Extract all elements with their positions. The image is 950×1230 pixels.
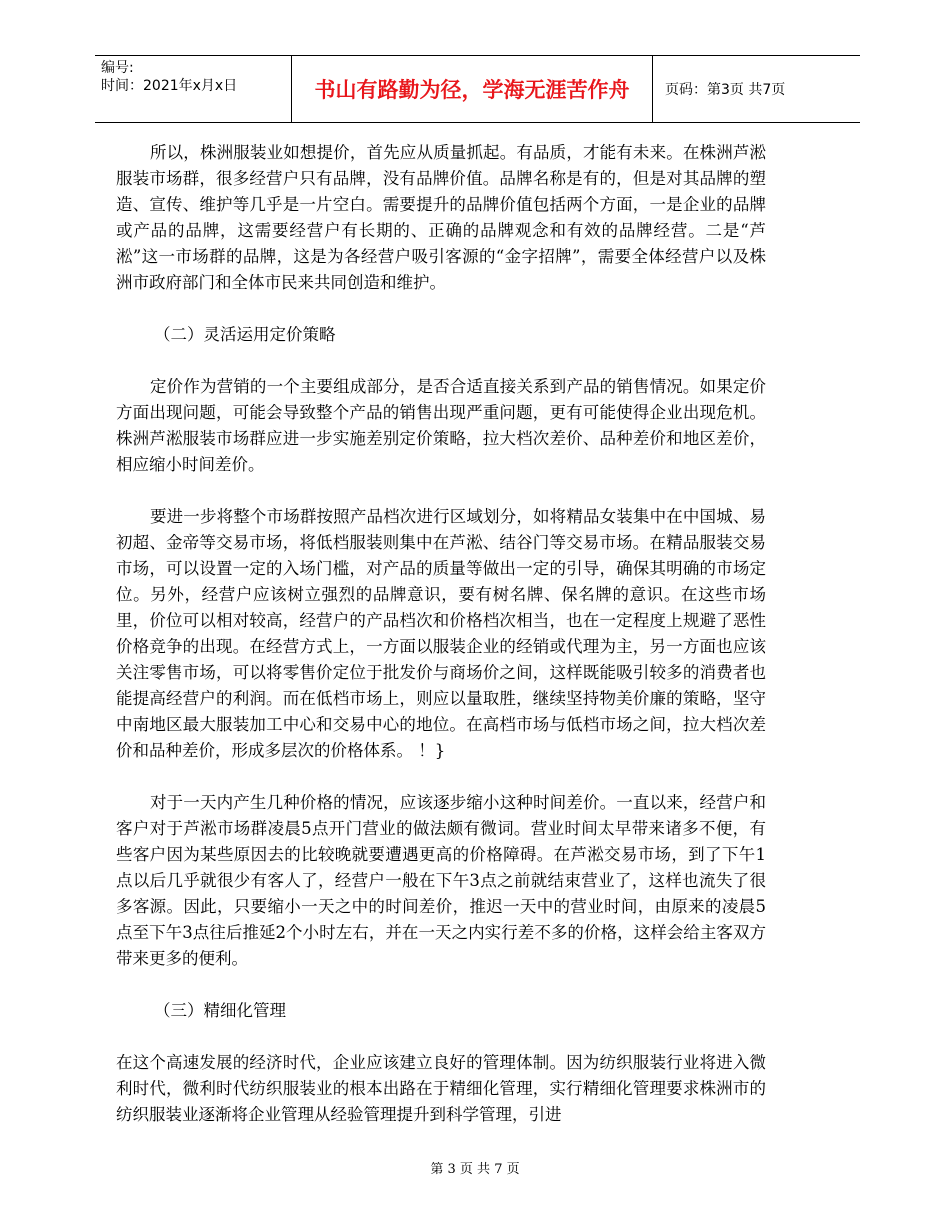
header-meta — [95, 56, 291, 122]
paragraph-time-pricing: 对于一天内产生几种价格的情况，应该逐步缩小这种时间差价。一直以来，经营户和客户对于芦淞市场群凌晨5点开门营业的做法颇有微词。营业时间太早带来诸多不便，有些客户因为某些原因去的比较晚就要遭遇更高的价格障碍。在芦淞交易市场，到了下午1点以后几乎就很少有客人了，经营户一般在下午3点之前就结束营业了，这样也流失了很多客源。因此，只要缩小一天之中的时间差价，推迟一天中的营业时间，由原来的凌晨5点至下午3点往后推延2个小时左右，并在一天之内实行差不多的价格，这样会给主客双方带来更多的便利。 — [116, 793, 766, 968]
paragraph-management: 在这个高速发展的经济时代，企业应该建立良好的管理体制。因为纺织服装行业将进入微利时代，微利时代纺织服装业的根本出路在于精细化管理，实行精细化管理要求株洲市的纺织服装业逐渐将企业管理从经验管理提升到科学管理，引进 — [116, 1053, 766, 1124]
page-header — [95, 55, 860, 123]
paragraph-pricing: 定价作为营销的一个主要组成部分，是否合适直接关系到产品的销售情况。如果定价方面出现问题，可能会导致整个产品的销售出现严重问题，更有可能使得企业出现危机。株洲芦淞服装市场群应进一步实施差别定价策略，拉大档次差价、品种差价和地区差价，相应缩小时间差价。 — [116, 377, 766, 474]
header-page-label: 页码：第3页 共7页 — [665, 82, 786, 98]
header-motto: 书山有路勤为径，学海无涯苦作舟 — [291, 56, 653, 122]
header-time-label: 时间：2021年x月x日 — [101, 78, 238, 94]
page-footer: 第 3 页 共 7 页 — [430, 1162, 520, 1177]
header-number-label: 编号: — [101, 60, 134, 76]
section-heading-pricing: （二）灵活运用定价策略 — [154, 325, 336, 344]
paragraph-brand: 所以，株洲服装业如想提价，首先应从质量抓起。有品质，才能有未来。在株洲芦淞服装市场群，很多经营户只有品牌，没有品牌价值。品牌名称是有的，但是对其品牌的塑造、宣传、维护等几乎是一片空白。需要提升的品牌价值包括两个方面，一是企业的品牌或产品的品牌，这需要经营户有长期的、正确的品牌观念和有效的品牌经营。二是“芦淞”这一市场群的品牌，这是为各经营户吸引客源的“金字招牌”，需要全体经营户以及株洲市政府部门和全体市民来共同创造和维护。 — [116, 143, 766, 292]
paragraph-market-zoning: 要进一步将整个市场群按照产品档次进行区域划分，如将精品女装集中在中国城、易初超、金帝等交易市场，将低档服装则集中在芦淞、结谷门等交易市场。在精品服装交易市场，可以设置一定的入场门槛，对产品的质量等做出一定的引导，确保其明确的市场定位。另外，经营户应该树立强烈的品牌意识，要有树名牌、保名牌的意识。在这些市场里，价位可以相对较高，经营户的产品档次和价格档次相当，也在一定程度上规避了恶性价格竞争的出现。在经营方式上，一方面以服装企业的经销或代理为主，另一方面也应该关注零售市场，可以将零售价定位于批发价与商场价之间，这样既能吸引较多的消费者也能提高经营户的利润。而在低档市场上，则应以量取胜，继续坚持物美价廉的策略，坚守中南地区最大服装加工中心和交易中心的地位。在高档市场与低档市场之间，拉大档次差价和品种差价，形成多层次的价格体系。 ！} — [116, 507, 766, 760]
document-body — [116, 140, 766, 1128]
section-heading-management: （三）精细化管理 — [154, 1001, 286, 1020]
